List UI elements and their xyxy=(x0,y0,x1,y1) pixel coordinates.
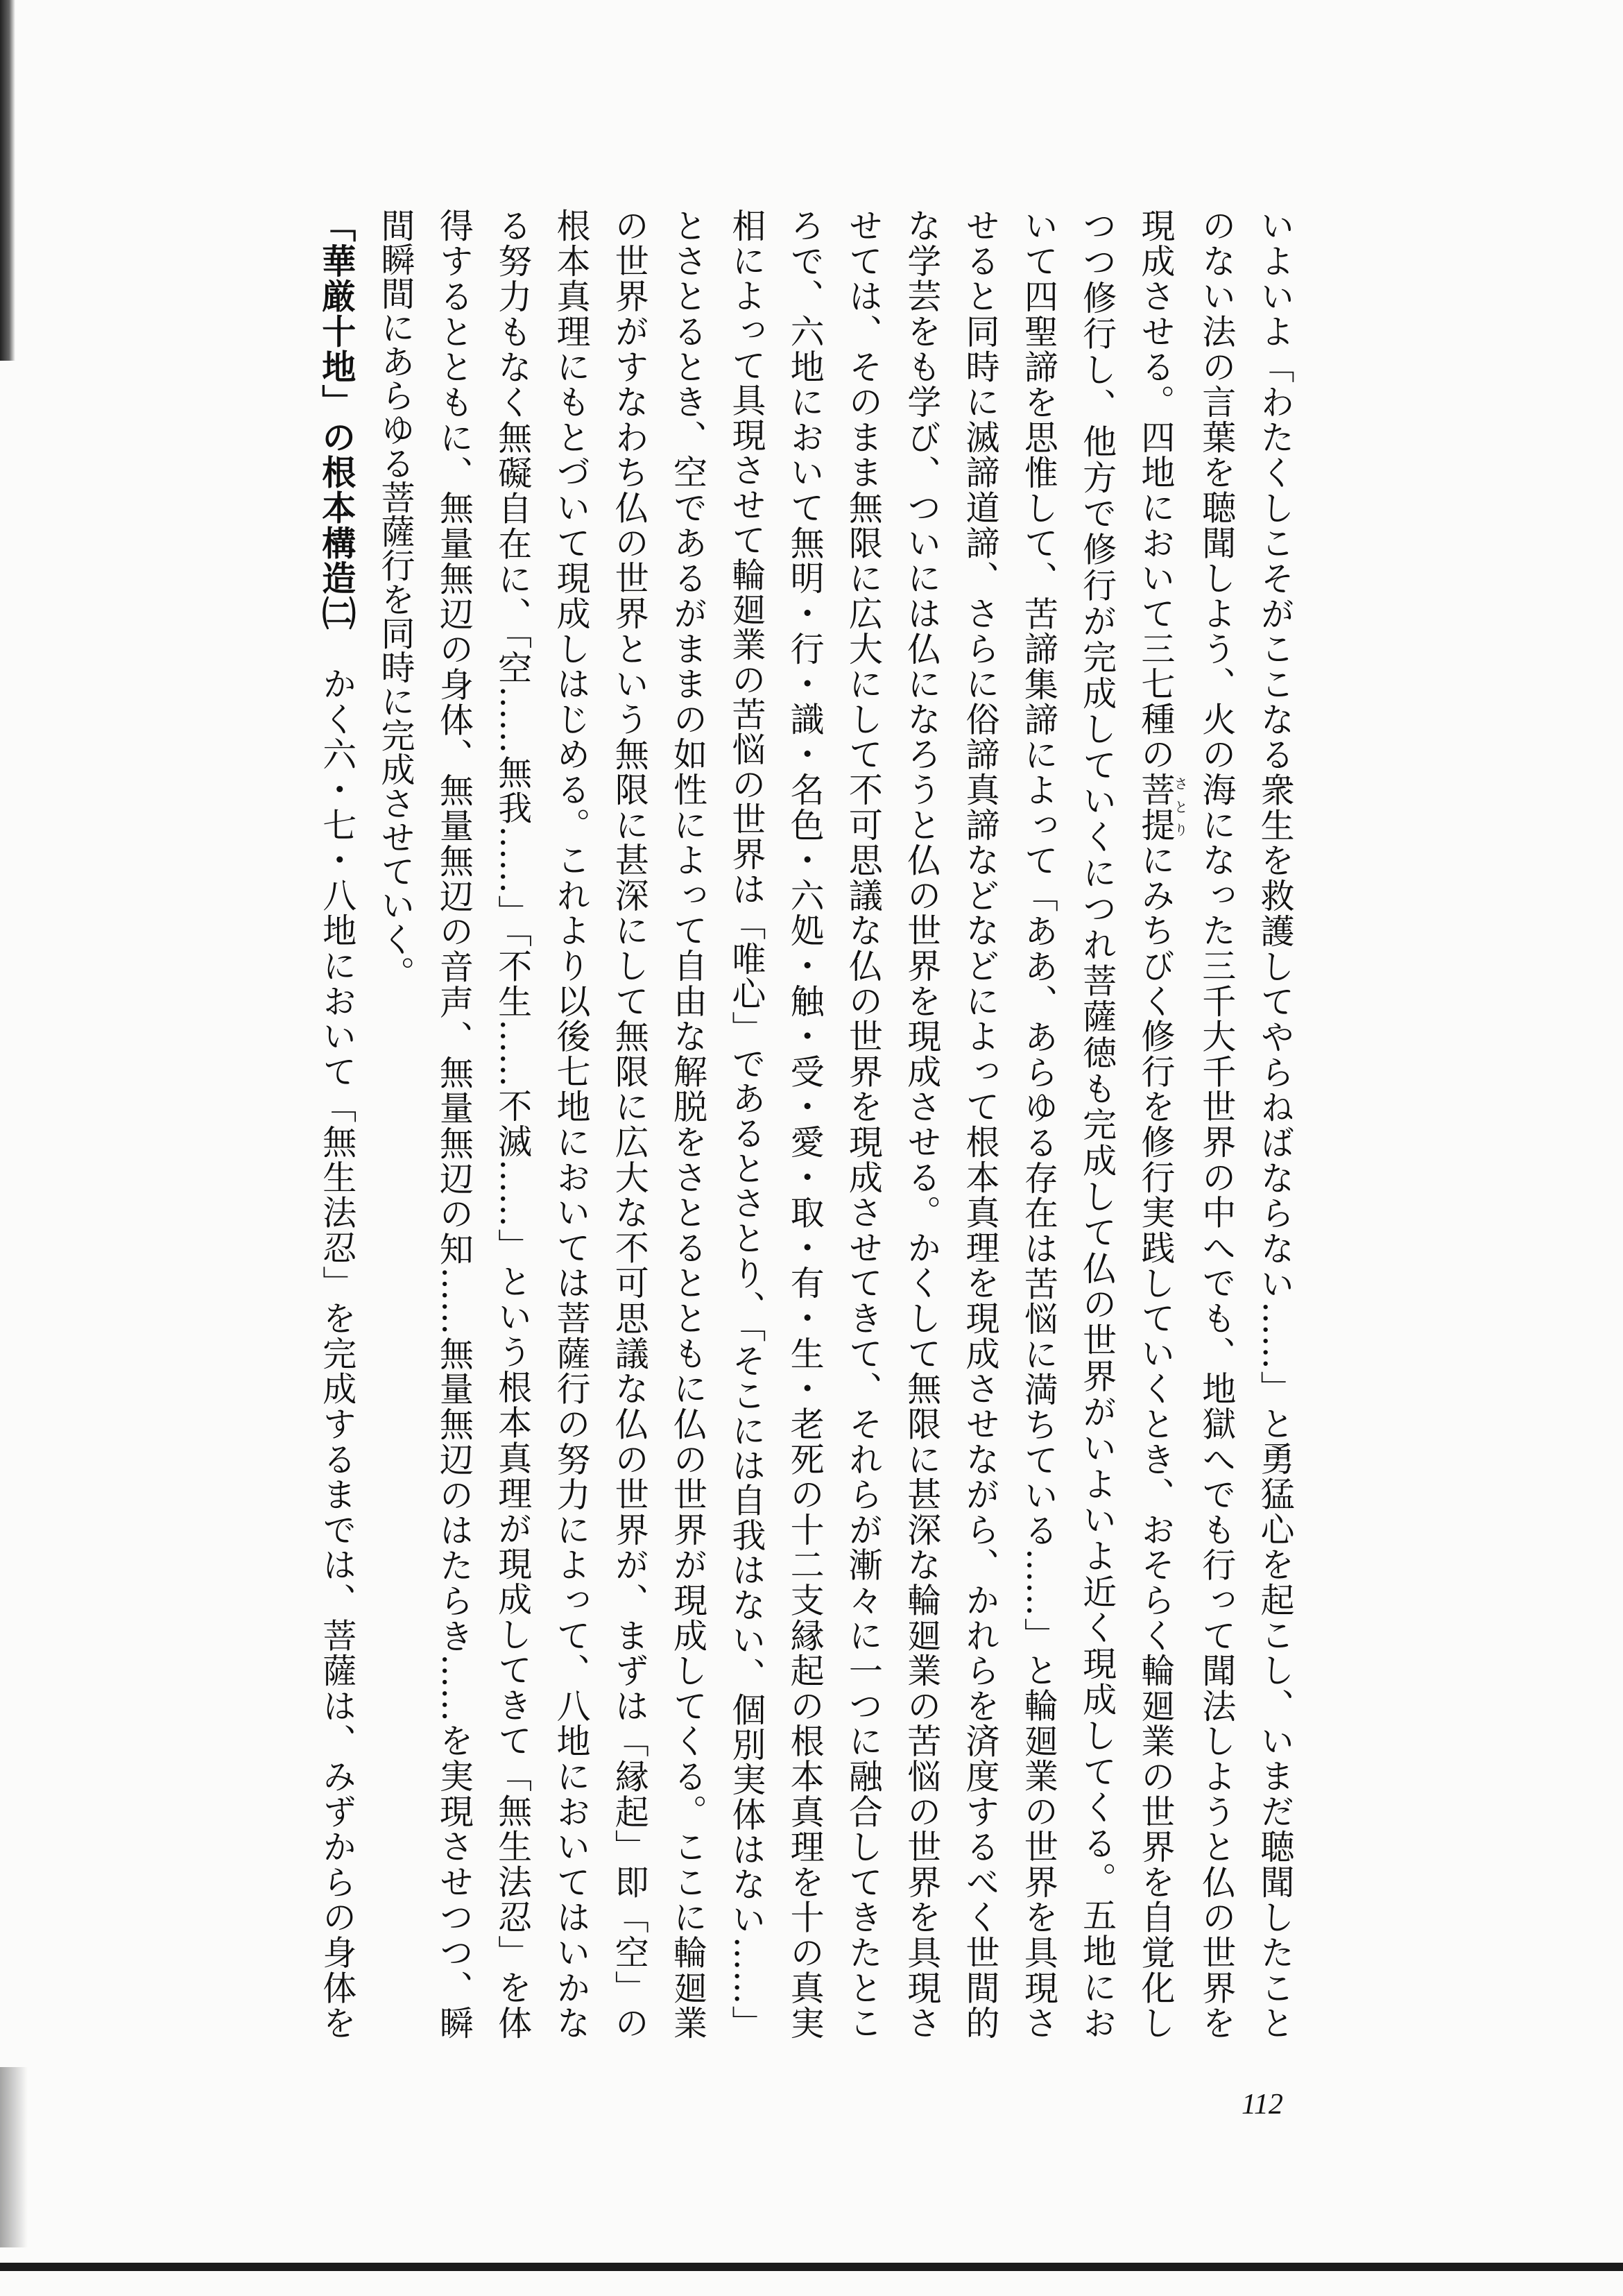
text-column: せると同時に滅諦道諦、さらに俗諦真諦などなどによって根本真理を現成させながら、かれらを済度するべく世間的 xyxy=(961,208,1001,2039)
text-column: いて四聖諦を思惟して、苦諦集諦によって「ああ、あらゆる存在は苦悩に満ちている……」と輪廻業の世界を具現さ xyxy=(1019,208,1059,2039)
section-heading-column xyxy=(307,208,366,2039)
scan-edge-shadow-bottom xyxy=(0,2067,28,2247)
page-number: 112 xyxy=(1242,2089,1283,2121)
vertical-body-text xyxy=(316,208,1304,2040)
text-column: せては、そのまま無限に広大にして不可思議な仏の世界を現成させてきて、それらが漸々に一つに融合してきたとこ xyxy=(843,208,884,2040)
text-column xyxy=(1126,208,1187,2039)
text-column: つつ修行し、他方で修行が完成していくにつれ菩薩徳も完成して仏の世界がいよいよ近く現成してくる。五地にお xyxy=(1077,208,1117,2039)
text-segment: 現成させる。四地において三七種の xyxy=(1135,208,1176,772)
text-column: な学芸をも学び、ついには仏になろうと仏の世界を現成させる。かくして無限に甚深な輪廻業の苦悩の世界を具現さ xyxy=(902,208,942,2040)
text-column: いよいよ「わたくしこそがここなる衆生を救護してやらねばならない……」と勇猛心を起こし、いまだ聴聞したこと xyxy=(1255,208,1295,2039)
text-column: ろで、六地において無明・行・識・名色・六処・触・受・愛・取・有・生・老死の十二支縁起の根本真理を十の真実 xyxy=(785,208,825,2039)
text-column: の世界がすなわち仏の世界という無限に甚深にして無限に広大な不可思議な仏の世界が、まずは「縁起」即「空」の xyxy=(610,208,650,2039)
text-column: 得するとともに、無量無辺の身体、無量無辺の音声、無量無辺の知……無量無辺のはたらき……を実現させつつ、瞬 xyxy=(434,208,474,2039)
text-column: とさとるとき、空であるがままの如性によって自由な解脱をさとるとともに仏の世界が現成してくる。ここに輪廻業 xyxy=(668,208,708,2039)
section-text: かく六・七・八地において「無生法忍」を完成するまでは、菩薩は、みずからの身体を xyxy=(317,666,357,2040)
text-column: 相によって具現させて輪廻業の苦悩の世界は「唯心」であるとさとり、「そこには自我はない、個別実体はない……」 xyxy=(726,208,766,2039)
ruby-text: さとり xyxy=(1171,771,1189,841)
ruby-base: 菩提 xyxy=(1135,771,1176,843)
section-heading: 「華厳十地」の根本構造㈡ xyxy=(316,208,357,631)
ruby-annotation xyxy=(1135,771,1189,843)
text-column: 間瞬間にあらゆる菩薩行を同時に完成させていく。 xyxy=(376,208,416,990)
text-column: る努力もなく無礙自在に、「空……無我……」「不生……不滅……」という根本真理が現成してきて「無生法忍」を体 xyxy=(492,208,533,2039)
text-column: のない法の言葉を聴聞しよう、火の海になった三千大千世界の中へでも、地獄へでも行って聞法しようと仏の世界を xyxy=(1196,208,1237,2040)
scan-edge-shadow xyxy=(0,0,15,361)
scan-bottom-edge xyxy=(0,2263,1623,2271)
text-column: 根本真理にもとづいて現成しはじめる。これより以後七地においては菩薩行の努力によって、八地においてはいかな xyxy=(551,208,591,2039)
text-segment: にみちびく修行を修行実践していくとき、おそらく輪廻業の世界を自覚化し xyxy=(1135,842,1176,2040)
